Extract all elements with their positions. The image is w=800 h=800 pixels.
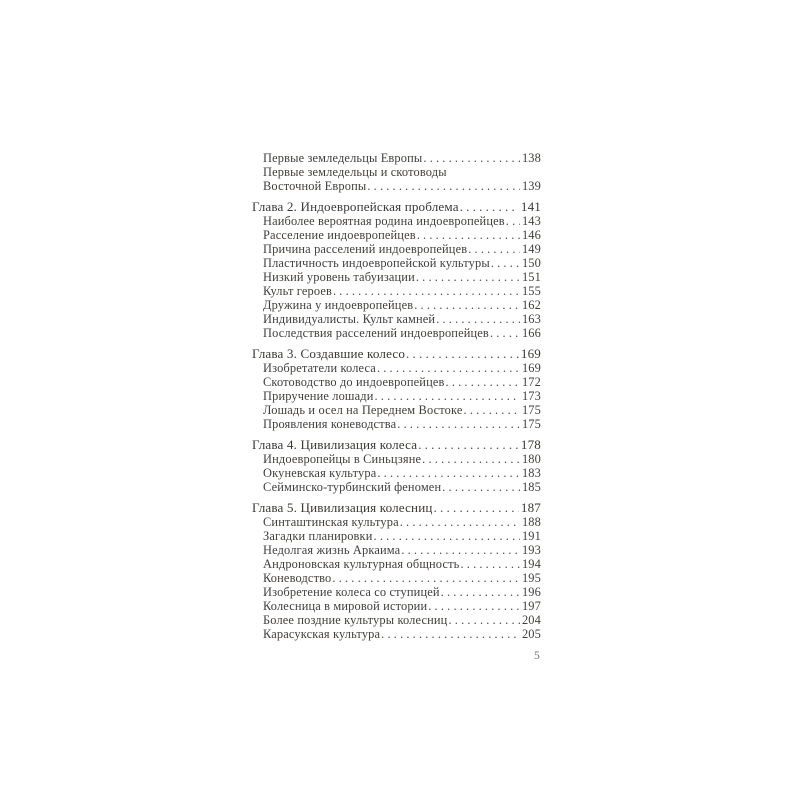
toc-dot-leader xyxy=(446,375,520,389)
toc-entry-label: Низкий уровень табуизации xyxy=(263,270,415,284)
toc-entry xyxy=(252,256,541,270)
toc-dot-leader xyxy=(401,543,520,557)
table-of-contents xyxy=(252,151,541,641)
toc-entry-page: 194 xyxy=(521,557,541,571)
toc-dot-leader xyxy=(417,228,520,242)
toc-entry-label: Глава 5. Цивилизация колесниц xyxy=(252,500,433,515)
toc-dot-leader xyxy=(377,361,520,375)
toc-entry-label: Колесница в мировой истории xyxy=(263,599,428,613)
toc-entry-page: 193 xyxy=(521,543,541,557)
toc-dot-leader xyxy=(441,585,520,599)
toc-entry xyxy=(252,452,541,466)
toc-entry xyxy=(252,284,541,298)
toc-entry-page: 169 xyxy=(520,346,541,361)
toc-entry-page: 151 xyxy=(521,270,541,284)
toc-entry xyxy=(252,466,541,480)
toc-entry-label: Синташтинская культура xyxy=(263,515,399,529)
toc-entry xyxy=(252,228,541,242)
toc-entry xyxy=(252,179,541,193)
toc-entry-label: Приручение лошади xyxy=(263,389,374,403)
toc-entry-page: 196 xyxy=(521,585,541,599)
toc-dot-leader xyxy=(422,452,520,466)
toc-entry-page: 138 xyxy=(521,151,541,165)
toc-dot-leader xyxy=(423,151,520,165)
toc-dot-leader xyxy=(491,256,520,270)
toc-dot-leader xyxy=(490,326,520,340)
toc-entry-page: 139 xyxy=(521,179,541,193)
toc-entry xyxy=(252,627,541,641)
toc-entry-label: Лошадь и осел на Переднем Востоке xyxy=(263,403,463,417)
toc-entry-label: Глава 3. Создавшие колесо xyxy=(252,346,406,361)
toc-entry-page: 205 xyxy=(521,627,541,641)
toc-entry-page: 197 xyxy=(521,599,541,613)
toc-entry xyxy=(252,200,541,214)
toc-entry-page: 141 xyxy=(520,199,541,214)
toc-entry-page: 162 xyxy=(521,298,541,312)
toc-entry-page: 191 xyxy=(521,529,541,543)
toc-dot-leader xyxy=(460,200,519,214)
toc-entry-label: Первые земледельцы Европы xyxy=(263,151,423,165)
toc-entry xyxy=(252,389,541,403)
toc-entry-label: Восточной Европы xyxy=(263,179,367,193)
toc-entry xyxy=(252,557,541,571)
toc-dot-leader xyxy=(506,214,520,228)
toc-entry xyxy=(252,529,541,543)
toc-entry-label: Сейминско-турбинский феномен xyxy=(263,480,442,494)
toc-entry-page: 175 xyxy=(521,417,541,431)
toc-entry-page: 149 xyxy=(521,242,541,256)
toc-entry-page: 188 xyxy=(521,515,541,529)
toc-dot-leader xyxy=(442,480,520,494)
toc-entry-label: Скотоводство до индоевропейцев xyxy=(263,375,445,389)
toc-entry-label: Расселение индоевропейцев xyxy=(263,228,416,242)
toc-entry xyxy=(252,501,541,515)
toc-entry-page: 185 xyxy=(521,480,541,494)
toc-entry-label: Первые земледельцы и скотоводы xyxy=(263,165,447,179)
toc-entry xyxy=(252,417,541,431)
toc-entry-page: 163 xyxy=(521,312,541,326)
toc-entry-label: Изобретение колеса со ступицей xyxy=(263,585,440,599)
toc-entry-label: Недолгая жизнь Аркаима xyxy=(263,543,401,557)
toc-entry xyxy=(252,375,541,389)
toc-entry xyxy=(252,361,541,375)
toc-entry xyxy=(252,599,541,613)
toc-entry xyxy=(252,515,541,529)
toc-dot-leader xyxy=(464,403,520,417)
toc-entry-label: Пластичность индоевропейской культуры xyxy=(263,256,490,270)
toc-entry-label: Дружина у индоевропейцев xyxy=(263,298,414,312)
toc-entry-page: 150 xyxy=(521,256,541,270)
toc-entry-page: 172 xyxy=(521,375,541,389)
toc-dot-leader xyxy=(332,571,520,585)
toc-entry-page: 146 xyxy=(521,228,541,242)
toc-dot-leader xyxy=(367,179,520,193)
toc-dot-leader xyxy=(434,501,519,515)
toc-dot-leader xyxy=(448,613,519,627)
toc-dot-leader xyxy=(397,417,520,431)
toc-entry-label: Последствия расселений индоевропейцев xyxy=(263,326,489,340)
toc-dot-leader xyxy=(416,270,520,284)
toc-dot-leader xyxy=(418,438,519,452)
toc-entry xyxy=(252,312,541,326)
toc-entry-page: 187 xyxy=(520,500,541,515)
toc-entry-label: Глава 4. Цивилизация колеса xyxy=(252,437,418,452)
toc-entry-label: Коневодство xyxy=(263,571,332,585)
toc-entry-label: Изобретатели колеса xyxy=(263,361,376,375)
toc-entry-page: 204 xyxy=(521,613,541,627)
toc-entry xyxy=(252,585,541,599)
toc-entry xyxy=(252,613,541,627)
toc-entry xyxy=(252,214,541,228)
toc-entry xyxy=(252,151,541,165)
toc-dot-leader xyxy=(406,347,519,361)
toc-entry-page: 143 xyxy=(521,214,541,228)
toc-dot-leader xyxy=(381,627,520,641)
toc-entry-label: Более поздние культуры колесниц xyxy=(263,613,448,627)
toc-entry xyxy=(252,298,541,312)
toc-dot-leader xyxy=(436,312,520,326)
toc-entry xyxy=(252,165,541,179)
toc-dot-leader xyxy=(400,515,520,529)
toc-entry-label: Наиболее вероятная родина индоевропейцев xyxy=(263,214,505,228)
toc-entry xyxy=(252,438,541,452)
toc-entry xyxy=(252,571,541,585)
toc-entry-page: 180 xyxy=(521,452,541,466)
toc-entry-label: Индивидуалисты. Культ камней xyxy=(263,312,436,326)
toc-entry-page: 178 xyxy=(520,437,541,452)
toc-entry-label: Карасукская культура xyxy=(263,627,381,641)
toc-dot-leader xyxy=(374,529,520,543)
toc-entry-page: 166 xyxy=(521,326,541,340)
toc-dot-leader xyxy=(468,242,520,256)
toc-dot-leader xyxy=(460,557,519,571)
toc-dot-leader xyxy=(428,599,520,613)
toc-entry xyxy=(252,543,541,557)
toc-entry-page: 195 xyxy=(521,571,541,585)
toc-entry xyxy=(252,326,541,340)
toc-entry-label: Проявления коневодства xyxy=(263,417,397,431)
toc-entry xyxy=(252,242,541,256)
toc-entry-label: Причина расселений индоевропейцев xyxy=(263,242,468,256)
toc-entry-page: 169 xyxy=(521,361,541,375)
toc-entry xyxy=(252,480,541,494)
toc-entry-page: 183 xyxy=(521,466,541,480)
toc-entry-label: Культ героев xyxy=(263,284,332,298)
toc-dot-leader xyxy=(414,298,520,312)
toc-entry xyxy=(252,347,541,361)
toc-dot-leader xyxy=(333,284,520,298)
toc-entry-page: 175 xyxy=(521,403,541,417)
toc-entry-page: 155 xyxy=(521,284,541,298)
toc-dot-leader xyxy=(377,466,520,480)
toc-dot-leader xyxy=(375,389,520,403)
toc-entry-label: Загадки планировки xyxy=(263,529,373,543)
toc-entry-label: Глава 2. Индоевропейская проблема xyxy=(252,199,459,214)
toc-entry-label: Андроновская культурная общность xyxy=(263,557,460,571)
toc-entry-label: Окуневская культура xyxy=(263,466,377,480)
toc-entry xyxy=(252,403,541,417)
toc-entry-page: 173 xyxy=(521,389,541,403)
toc-entry xyxy=(252,270,541,284)
page-number: 5 xyxy=(534,650,540,662)
toc-entry-label: Индоевропейцы в Синьцзяне xyxy=(263,452,422,466)
